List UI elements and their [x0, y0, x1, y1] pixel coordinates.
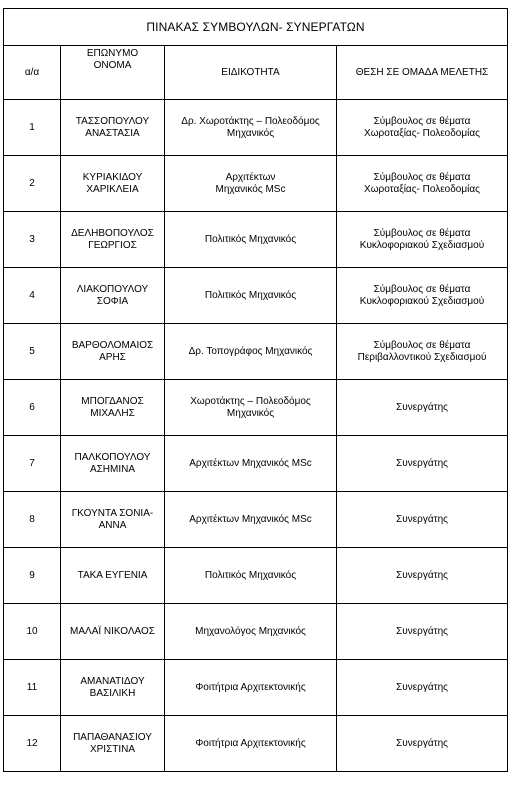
- row-specialty-line: Μηχανικός MSc: [215, 183, 286, 195]
- row-specialty: [165, 324, 337, 380]
- table-row: [4, 436, 508, 492]
- row-role-line: Σύμβουλος σε θέματα: [373, 115, 471, 127]
- row-role-line: Περιβαλλοντικού Σχεδιασμού: [357, 351, 487, 363]
- row-specialty: [165, 156, 337, 212]
- row-specialty-line: Χωροτάκτης – Πολεοδόμος: [190, 395, 311, 407]
- table-body: [4, 9, 508, 772]
- header-name-line1: ΕΠΩΝΥΜΟ: [86, 48, 139, 59]
- row-name: [61, 324, 165, 380]
- row-role-line: Συνεργάτης: [396, 737, 448, 749]
- row-role-line: Συνεργάτης: [396, 681, 448, 693]
- row-specialty-line: Δρ. Τοπογράφος Μηχανικός: [188, 345, 313, 357]
- row-role: [337, 716, 508, 772]
- row-role-line: Συνεργάτης: [396, 457, 448, 469]
- row-num: 1: [4, 100, 61, 156]
- row-role: [337, 548, 508, 604]
- row-name-line: ΔΕΛΗΒΟΠΟΥΛΟΣ: [71, 227, 154, 239]
- row-specialty-line: Φοιτήτρια Αρχιτεκτονικής: [195, 681, 306, 693]
- table-row: [4, 324, 508, 380]
- row-num: 6: [4, 380, 61, 436]
- row-name-line: ΣΟΦΙΑ: [96, 295, 129, 307]
- row-name: [61, 716, 165, 772]
- row-specialty: [165, 548, 337, 604]
- row-specialty-line: Αρχιτέκτων: [225, 171, 276, 183]
- table-row: [4, 156, 508, 212]
- row-role-line: Χωροταξίας- Πολεοδομίας: [364, 127, 480, 139]
- row-name-line: ΑΝΑΣΤΑΣΙΑ: [85, 127, 140, 139]
- row-role-line: Συνεργάτης: [396, 569, 448, 581]
- row-name: [61, 492, 165, 548]
- row-name: [61, 660, 165, 716]
- row-name-line: ΑΣΗΜΙΝΑ: [89, 463, 136, 475]
- row-num: 9: [4, 548, 61, 604]
- header-name: [61, 46, 165, 100]
- row-name-line: ΑΜΑΝΑΤΙΔΟΥ: [80, 675, 145, 687]
- row-specialty-line: Αρχιτέκτων Μηχανικός MSc: [189, 513, 312, 525]
- table-row: [4, 268, 508, 324]
- row-name-line: ΜΠΟΓΔΑΝΟΣ: [81, 395, 144, 407]
- row-name-line: ΜΑΛΑΪ ΝΙΚΟΛΑΟΣ: [70, 625, 155, 637]
- row-specialty: [165, 380, 337, 436]
- row-num: 11: [4, 660, 61, 716]
- row-specialty-line: Πολιτικός Μηχανικός: [204, 569, 297, 581]
- row-role: [337, 324, 508, 380]
- row-name: [61, 100, 165, 156]
- title-row: [4, 9, 508, 46]
- table-row: [4, 100, 508, 156]
- consultants-table: [3, 8, 508, 772]
- row-specialty: [165, 100, 337, 156]
- row-name-line: ΠΑΛΚΟΠΟΥΛΟΥ: [74, 451, 151, 463]
- header-name-line2: ΟΝΟΜΑ: [93, 60, 132, 71]
- row-role-line: Χωροταξίας- Πολεοδομίας: [364, 183, 480, 195]
- row-name-line: ΒΑΣΙΛΙΚΗ: [89, 687, 136, 699]
- row-name-line: ΓΚΟΥΝΤΑ ΣΟΝΙΑ-: [71, 507, 154, 519]
- row-role: [337, 436, 508, 492]
- row-role: [337, 268, 508, 324]
- row-num: 12: [4, 716, 61, 772]
- row-name: [61, 548, 165, 604]
- row-specialty-line: Μηχανολόγος Μηχανικός: [195, 625, 306, 637]
- row-specialty: [165, 436, 337, 492]
- row-role: [337, 380, 508, 436]
- row-num: 5: [4, 324, 61, 380]
- header-specialty: ΕΙΔΙΚΟΤΗΤΑ: [165, 46, 337, 100]
- row-specialty: [165, 660, 337, 716]
- row-role-line: Κυκλοφοριακού Σχεδιασμού: [359, 239, 485, 251]
- row-specialty: [165, 604, 337, 660]
- header-role: ΘΕΣΗ ΣΕ ΟΜΑΔΑ ΜΕΛΕΤΗΣ: [337, 46, 508, 100]
- table-row: [4, 492, 508, 548]
- table-row: [4, 660, 508, 716]
- table-title: ΠΙΝΑΚΑΣ ΣΥΜΒΟΥΛΩΝ- ΣΥΝΕΡΓΑΤΩΝ: [4, 9, 508, 46]
- row-num: 3: [4, 212, 61, 268]
- row-specialty: [165, 268, 337, 324]
- row-specialty-line: Φοιτήτρια Αρχιτεκτονικής: [195, 737, 306, 749]
- row-name-line: ΑΡΗΣ: [99, 351, 126, 363]
- row-specialty: [165, 212, 337, 268]
- row-specialty-line: Πολιτικός Μηχανικός: [204, 289, 297, 301]
- header-row: [4, 46, 508, 100]
- table-row: [4, 380, 508, 436]
- row-name: [61, 212, 165, 268]
- row-name-line: ΤΑΣΣΟΠΟΥΛΟΥ: [75, 115, 150, 127]
- row-name: [61, 436, 165, 492]
- row-num: 10: [4, 604, 61, 660]
- row-name-line: ΚΥΡΙΑΚΙΔΟΥ: [82, 171, 143, 183]
- row-name-line: ΑΝΝΑ: [98, 519, 127, 531]
- row-role-line: Σύμβουλος σε θέματα: [373, 283, 471, 295]
- row-name-line: ΓΕΩΡΓΙΟΣ: [88, 239, 137, 251]
- row-name: [61, 380, 165, 436]
- row-specialty-line: Μηχανικός: [226, 407, 275, 419]
- row-role-line: Σύμβουλος σε θέματα: [373, 339, 471, 351]
- row-role-line: Συνεργάτης: [396, 625, 448, 637]
- row-specialty: [165, 492, 337, 548]
- row-num: 4: [4, 268, 61, 324]
- table-row: [4, 716, 508, 772]
- table-row: [4, 548, 508, 604]
- row-role: [337, 212, 508, 268]
- table-row: [4, 212, 508, 268]
- row-name: [61, 156, 165, 212]
- row-name: [61, 268, 165, 324]
- row-role-line: Σύμβουλος σε θέματα: [373, 227, 471, 239]
- row-specialty-line: Μηχανικός: [226, 127, 275, 139]
- row-role-line: Σύμβουλος σε θέματα: [373, 171, 471, 183]
- row-role: [337, 156, 508, 212]
- row-name-line: ΒΑΡΘΟΛΟΜΑΙΟΣ: [71, 339, 154, 351]
- row-name-line: ΜΙΧΑΛΗΣ: [90, 407, 135, 419]
- row-role: [337, 492, 508, 548]
- row-name-line: ΛΙΑΚΟΠΟΥΛΟΥ: [76, 283, 149, 295]
- row-name: [61, 604, 165, 660]
- row-num: 2: [4, 156, 61, 212]
- row-role-line: Συνεργάτης: [396, 401, 448, 413]
- row-role-line: Συνεργάτης: [396, 513, 448, 525]
- row-name-line: ΠΑΠΑΘΑΝΑΣΙΟΥ: [73, 731, 152, 743]
- row-specialty: [165, 716, 337, 772]
- row-role: [337, 660, 508, 716]
- row-role: [337, 604, 508, 660]
- row-specialty-line: Πολιτικός Μηχανικός: [204, 233, 297, 245]
- row-num: 7: [4, 436, 61, 492]
- table-row: [4, 604, 508, 660]
- row-role: [337, 100, 508, 156]
- row-name-line: ΤΑΚΑ ΕΥΓΕΝΙΑ: [77, 569, 148, 581]
- row-role-line: Κυκλοφοριακού Σχεδιασμού: [359, 295, 485, 307]
- header-num: α/α: [4, 46, 61, 100]
- row-num: 8: [4, 492, 61, 548]
- row-specialty-line: Αρχιτέκτων Μηχανικός MSc: [189, 457, 312, 469]
- row-specialty-line: Δρ. Χωροτάκτης – Πολεοδόμος: [181, 115, 320, 127]
- row-name-line: ΧΑΡΙΚΛΕΙΑ: [86, 183, 139, 195]
- row-name-line: ΧΡΙΣΤΙΝΑ: [89, 743, 136, 755]
